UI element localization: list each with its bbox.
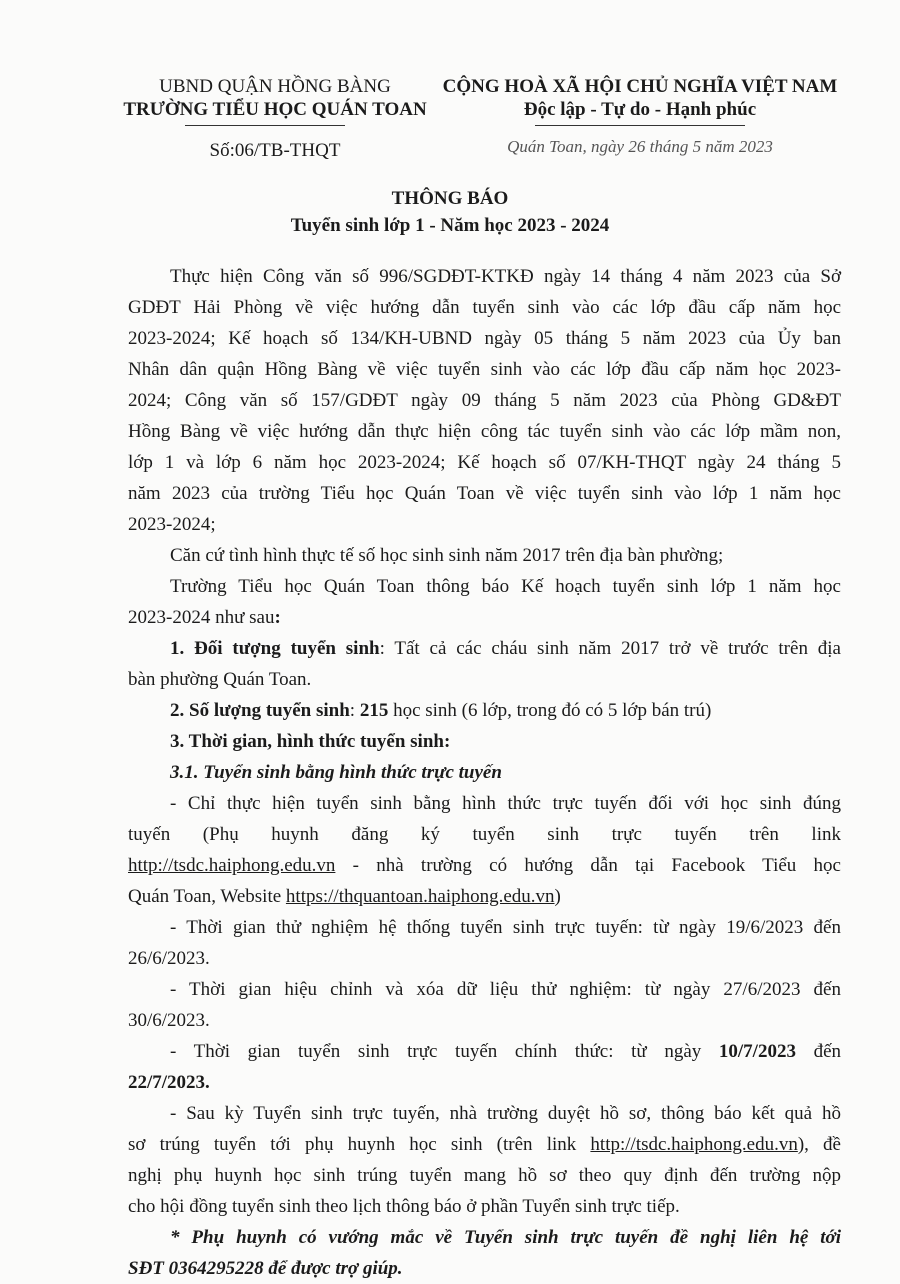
online-p1-line1: - Chỉ thực hiện tuyển sinh bằng hình thức trực tuyến đối với học sinh đúng	[170, 793, 841, 814]
official-period-text: - Thời gian tuyển sinh trực tuyến chính thức: từ ngày	[170, 1041, 719, 1062]
intro-line: GDĐT Hải Phòng về việc hướng dẫn tuyển sinh vào các lớp đầu cấp năm học	[128, 297, 841, 318]
official-start-date: 10/7/2023	[718, 1041, 796, 1062]
official-period-line1	[128, 1036, 841, 1067]
website-link[interactable]: https://thquantoan.haiphong.edu.vn	[285, 886, 555, 907]
intro-line: Thực hiện Công văn số 996/SGDĐT-KTKĐ ngày 14 tháng 4 năm 2023 của Sở	[170, 266, 841, 287]
support-note-line1: * Phụ huynh có vướng mắc về Tuyển sinh trực tuyến đề nghị liên hệ tới	[170, 1227, 841, 1248]
after-online-line3: nghị phụ huynh học sinh trúng tuyển mang hồ sơ theo quy định đến trường nộp	[128, 1165, 841, 1186]
section3-heading: 3. Thời gian, hình thức tuyển sinh:	[170, 731, 451, 752]
online-p1-line4	[128, 881, 841, 912]
after-online-line2-end: ), đề	[797, 1134, 841, 1155]
online-p1-line3	[128, 850, 841, 881]
intro-line: 2023-2024; Kế hoạch số 134/KH-UBND ngày 05 tháng 5 năm 2023 của Ủy ban	[128, 328, 841, 349]
trial-period-line2: 26/6/2023.	[128, 948, 210, 969]
after-online-line4: cho hội đồng tuyển sinh theo lịch thông báo ở phần Tuyển sinh trực tiếp.	[128, 1196, 680, 1217]
section1-line2: bàn phường Quán Toan.	[128, 669, 312, 690]
header-left-underline	[185, 125, 345, 126]
results-link[interactable]: http://tsdc.haiphong.edu.vn	[590, 1134, 798, 1155]
section2-colon: :	[349, 700, 360, 721]
intro-line: lớp 1 và lớp 6 năm học 2023-2024; Kế hoạch số 07/KH-THQT ngày 24 tháng 5	[128, 452, 841, 473]
online-p1-line4-end: )	[554, 886, 561, 907]
header-right-line1: CỘNG HOÀ XÃ HỘI CHỦ NGHĨA VIỆT NAM	[442, 76, 838, 97]
section2-line	[128, 695, 841, 726]
support-note-line2: SĐT 0364295228 để được trợ giúp.	[128, 1258, 403, 1279]
announce-colon: :	[274, 607, 281, 628]
basis-paragraph: Căn cứ tình hình thực tế số học sinh sinh năm 2017 trên địa bàn phường;	[170, 545, 724, 566]
online-p1-line2: tuyến (Phụ huynh đăng ký tuyển sinh trực tuyến trên link	[128, 824, 841, 845]
after-online-line2-text: sơ trúng tuyển tới phụ huynh học sinh (trên link	[128, 1134, 591, 1155]
cleanup-period-line1: - Thời gian hiệu chỉnh và xóa dữ liệu thử nghiệm: từ ngày 27/6/2023 đến	[170, 979, 841, 1000]
trial-period-line1: - Thời gian thử nghiệm hệ thống tuyển sinh trực tuyến: từ ngày 19/6/2023 đến	[170, 917, 841, 938]
announce-line1: Trường Tiểu học Quán Toan thông báo Kế hoạch tuyển sinh lớp 1 năm học	[170, 576, 841, 597]
document-subtitle: Tuyển sinh lớp 1 - Năm học 2023 - 2024	[290, 215, 610, 236]
intro-line: 2024; Công văn số 157/GDĐT ngày 09 tháng 5 năm 2023 của Phòng GD&ĐT	[128, 390, 841, 411]
section2-count: 215	[359, 700, 389, 721]
section1-text: : Tất cả các cháu sinh năm 2017 trở về trước trên địa	[379, 638, 841, 659]
announce-line2-text: 2023-2024 như sau	[128, 607, 275, 628]
online-p1-line4-text: Quán Toan, Website	[128, 886, 286, 907]
section2-label: 2. Số lượng tuyển sinh	[170, 700, 350, 721]
intro-line-last: 2023-2024;	[128, 514, 216, 535]
document-title: THÔNG BÁO	[391, 188, 509, 209]
announce-line2	[128, 602, 841, 633]
cleanup-period-line2: 30/6/2023.	[128, 1010, 210, 1031]
place-and-date: Quán Toan, ngày 26 tháng 5 năm 2023	[507, 137, 773, 156]
section1-label: 1. Đối tượng tuyển sinh	[170, 638, 380, 659]
intro-line: năm 2023 của trường Tiểu học Quán Toan về việc tuyển sinh vào lớp 1 năm học	[128, 483, 841, 504]
section2-text: học sinh (6 lớp, trong đó có 5 lớp bán trú)	[388, 700, 712, 721]
section3-1-heading: 3.1. Tuyển sinh bằng hình thức trực tuyến	[170, 762, 502, 783]
official-period-to: đến	[795, 1041, 842, 1062]
intro-line: Nhân dân quận Hồng Bàng về việc tuyển sinh vào các lớp đầu cấp năm học 2023-	[128, 359, 841, 380]
header-right-underline	[535, 125, 745, 126]
header-school-name: TRƯỜNG TIỂU HỌC QUÁN TOAN	[123, 99, 427, 120]
after-online-line1: - Sau kỳ Tuyển sinh trực tuyến, nhà trường duyệt hồ sơ, thông báo kết quả hồ	[170, 1103, 841, 1124]
document-body	[128, 261, 841, 1284]
online-p1-line3-text: - nhà trường có hướng dẫn tại Facebook Tiểu học	[335, 855, 841, 876]
intro-line: Hồng Bàng về việc hướng dẫn thực hiện công tác tuyển sinh vào các lớp mầm non,	[128, 421, 841, 442]
document-number: Số:06/TB-THQT	[209, 140, 341, 161]
official-end-date: 22/7/2023.	[128, 1072, 210, 1093]
after-online-line2	[128, 1129, 841, 1160]
header-left-line1: UBND QUẬN HỒNG BÀNG	[159, 76, 391, 97]
registration-link[interactable]: http://tsdc.haiphong.edu.vn	[128, 855, 336, 876]
section1-line1	[128, 633, 841, 664]
header-motto: Độc lập - Tự do - Hạnh phúc	[523, 99, 757, 120]
